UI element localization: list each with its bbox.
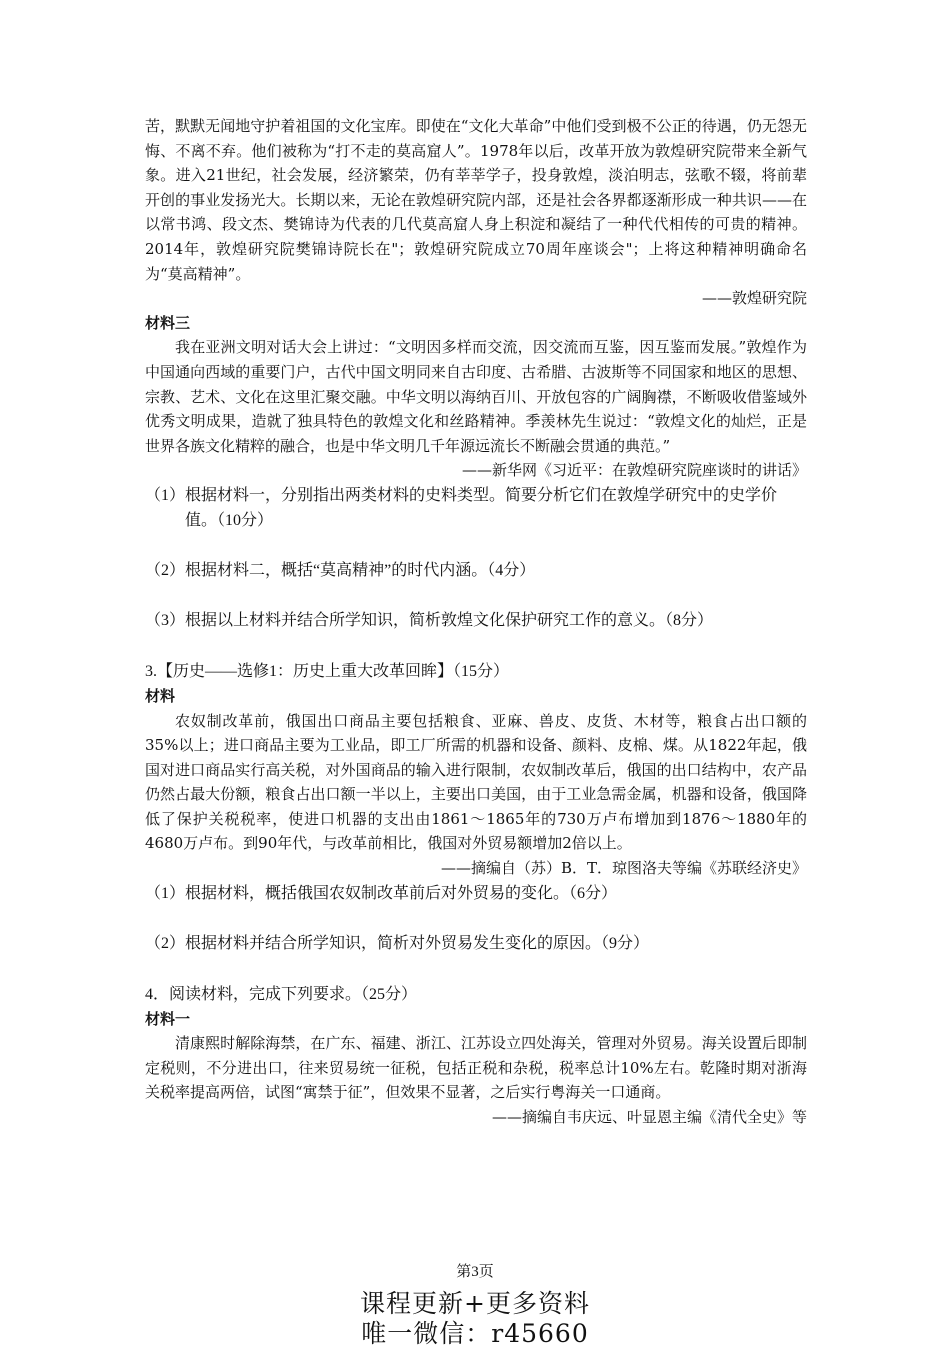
material-3-heading: 材料三 [145,313,191,332]
section-3-paragraph: 农奴制改革前，俄国出口商品主要包括粮食、亚麻、兽皮、皮货、木材等，粮食占出口额的35%以上；进口商品主要为工业品，即工厂所需的机器和设备、颜料、皮棉、煤。从1822年起，俄国对进口商品实行高关税，对外国商品的输入进行限制，农奴制改革后，俄国的出口结构中，农产品仍然占最大份额，粮食占出口额一半以上，主要出口美国，由于工业急需金属，机器和设备，俄国降低了保护关税税率，使进口机器的支出由1861～1865年的730万卢布增加到1876～1880年的4680万卢布。到90年代，与改革前相比，俄国对外贸易额增加2倍以上。 [145,711,807,853]
section-4-title: 4．阅读材料，完成下列要求。（25分） [145,985,418,1003]
section-3-title: 3.【历史——选修1：历史上重大改革回眸】（15分） [145,662,510,680]
material-2-paragraph: 苦，默默无闻地守护着祖国的文化宝库。即使在“文化大革命”中他们受到极不公正的待遇，仍无怨无悔、不离不弃。他们被称为“打不走的莫高窟人”。1978年以后，改革开放为敦煌研究院带来全新气象。进入21世纪，社会发展，经济繁荣，仍有莘莘学子，投身敦煌，淡泊明志，弦歌不辍，将前辈开创的事业发扬光大。长期以来，无论在敦煌研究院内部，还是社会各界都逐渐形成一种共识——在以常书鸿、段文杰、樊锦诗为代表的几代莫高窟人身上积淀和凝结了一种代代相传的可贵的精神。2014年，敦煌研究院樊锦诗院长在"；敦煌研究院成立70周年座谈会"；上将这种精神明确命名为“莫高精神”。 [145,117,807,283]
question-2-3: （3）根据以上材料并结合所学知识，简析敦煌文化保护研究工作的意义。（8分） [145,611,714,629]
material-2-source: ——敦煌研究院 [701,289,807,308]
question-3-2: （2）根据材料并结合所学知识，简析对外贸易发生变化的原因。（9分） [145,934,650,952]
section-3-source: ——摘编自（苏）B．T．琼图洛夫等编《苏联经济史》 [440,859,807,878]
section-4-source: ——摘编自韦庆远、叶显恩主编《清代全史》等 [491,1108,807,1127]
page-content [145,114,807,1130]
watermark-line-1: 课程更新+更多资料 [360,1289,590,1318]
question-2-2: （2）根据材料二，概括“莫高精神”的时代内涵。（4分） [145,561,536,579]
material-3-paragraph: 我在亚洲文明对话大会上讲过：“文明因多样而交流，因交流而互鉴，因互鉴而发展。”敦煌作为中国通向西域的重要门户，古代中国文明同来自古印度、古希腊、古波斯等不同国家和地区的思想、宗教、艺术、文化在这里汇聚交融。中华文明以海纳百川、开放包容的广阔胸襟，不断吸收借鉴域外优秀文明成果，造就了独具特色的敦煌文化和丝路精神。季羡林先生说过：“敦煌文化的灿烂，正是世界各族文化精粹的融合，也是中华文明几千年源远流长不断融会贯通的典范。” [145,338,807,455]
question-3-1: （1）根据材料，概括俄国农奴制改革前后对外贸易的变化。（6分） [145,884,618,902]
material-3-source: ——新华网《习近平：在敦煌研究院座谈时的讲话》 [461,461,807,480]
section-4-material-heading: 材料一 [145,1009,191,1028]
question-2-1: （1）根据材料一，分别指出两类材料的史料类型。简要分析它们在敦煌学研究中的史学价值。（10分） [145,486,778,529]
watermark-line-2: 唯一微信：r45660 [361,1319,589,1348]
section-3-material-heading: 材料 [145,686,176,705]
page-number: 第3页 [456,1264,494,1280]
section-4-paragraph: 清康熙时解除海禁，在广东、福建、浙江、江苏设立四处海关，管理对外贸易。海关设置后即制定税则，不分进出口，往来贸易统一征税，包括正税和杂税，税率总计10%左右。乾隆时期对浙海关税率提高两倍，试图“寓禁于征”，但效果不显著，之后实行粤海关一口通商。 [145,1034,807,1102]
